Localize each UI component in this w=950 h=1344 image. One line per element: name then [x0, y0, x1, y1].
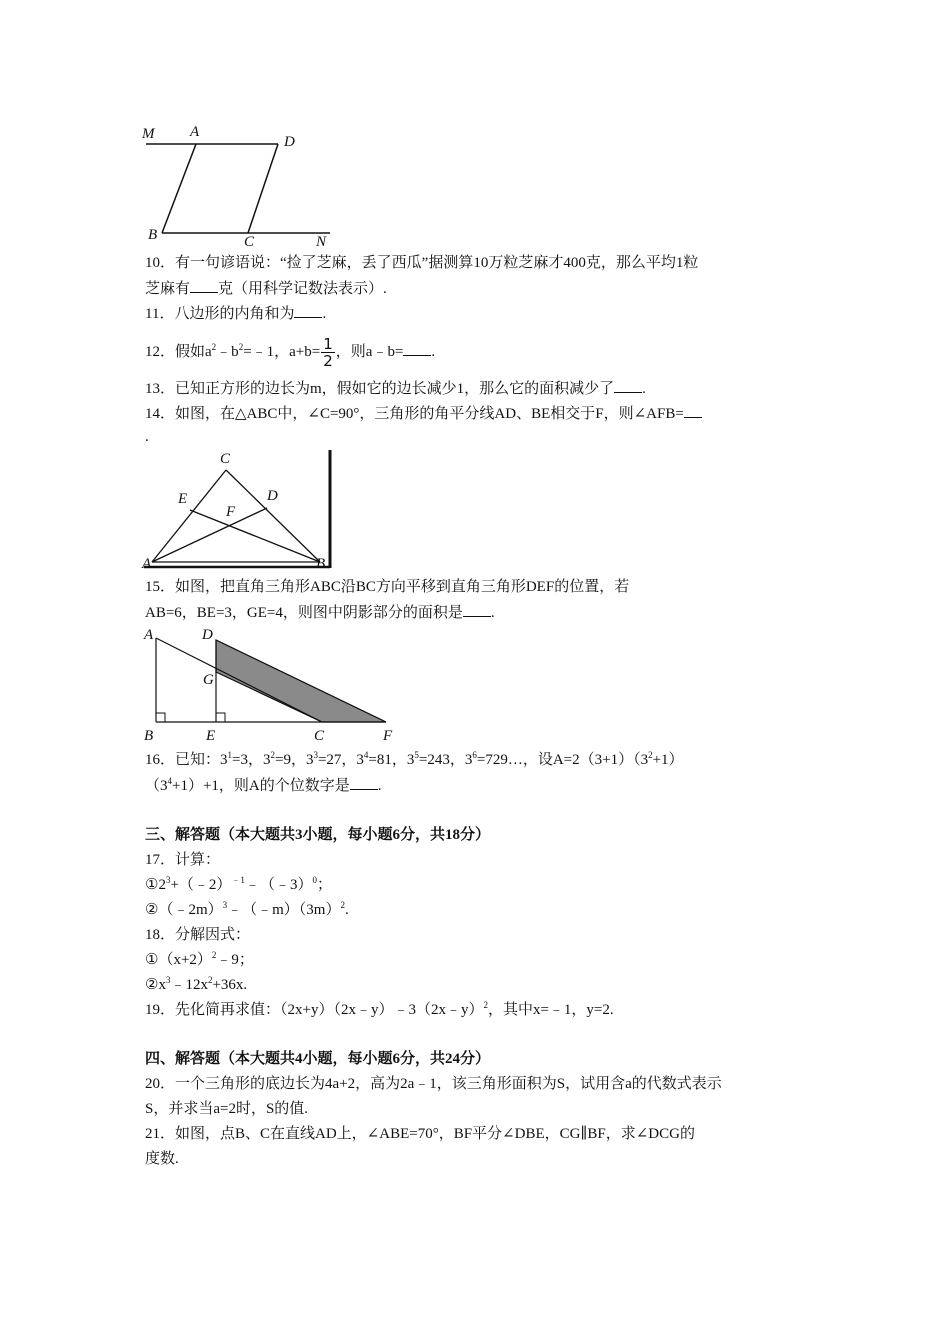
question-17-part-1: $①2^3+(﹣2)^{﹣1}﹣(﹣3)^0$； — [145, 875, 332, 893]
label-a: A — [144, 627, 154, 643]
question-12: 12．假如$a^2﹣b^2=﹣1$，a+b= $\frac{1}{2}$ ，则a﹣b= . — [145, 335, 436, 370]
label-a: A — [190, 124, 200, 140]
label-a: A — [142, 556, 152, 570]
label-d: D — [202, 627, 213, 643]
question-15-line-2: AB=6，BE=3，GE=4，则图中阴影部分的面积是 . — [145, 602, 495, 623]
fraction-one-half: $\frac{1}{2}$ — [323, 335, 333, 370]
question-16-line-1: 16．已知：$3^1=3$，$3^2=9$，$3^3=27$，$3^4=81$，$3^5=243$，$3^6=729\dots$，设$A=2(3+1)(3^2+1)$ — [145, 750, 684, 768]
label-b: B — [148, 227, 158, 243]
right-angle-mark-e — [216, 713, 225, 722]
section-3-heading: 三、解答题（本大题共3小题，每小题6分，共18分） — [145, 827, 491, 843]
label-g: G — [203, 672, 214, 688]
figure-triangle-bisectors — [140, 446, 340, 570]
question-20-line-1: 20．一个三角形的底边长为4a+2，高为2a﹣1，该三角形面积为S，试用含a的代数式表示 — [145, 1076, 722, 1092]
label-f: F — [226, 504, 236, 520]
bisector-be — [190, 510, 320, 562]
label-b: B — [144, 728, 154, 742]
side-ac — [152, 470, 226, 562]
question-10-line-1: 10．有一句谚语说：“捡了芝麻，丢了西瓜”据测算10万粒芝麻才400克，那么平均1粒 — [145, 255, 699, 271]
right-angle-mark-b — [156, 713, 165, 722]
label-n: N — [316, 234, 327, 250]
answer-blank[interactable] — [463, 602, 491, 617]
label-c: C — [244, 234, 255, 250]
label-c: C — [314, 728, 325, 742]
label-e: E — [178, 491, 188, 507]
section-4-heading: 四、解答题（本大题共4小题，每小题6分，共24分） — [145, 1051, 491, 1067]
answer-blank[interactable] — [350, 775, 378, 790]
question-14-line-2: . — [145, 429, 149, 445]
question-17-part-2: $②(﹣2m)^3﹣(﹣m)(3m)^2$. — [145, 900, 349, 918]
answer-blank[interactable] — [684, 403, 702, 418]
bisector-ad — [152, 508, 267, 562]
label-b: B — [316, 556, 326, 570]
question-19: 19．先化简再求值：（2x+y）（2x﹣y）﹣3（2x﹣y）$^2$，其中x=﹣1，y=2. — [145, 1000, 614, 1018]
side-cb — [226, 470, 320, 562]
label-c: C — [220, 451, 231, 467]
answer-blank[interactable] — [403, 341, 431, 356]
answer-blank[interactable] — [294, 303, 322, 318]
question-15-line-1: 15．如图，把直角三角形ABC沿BC方向平移到直角三角形DEF的位置，若 — [145, 579, 630, 595]
question-21-line-2: 度数. — [145, 1151, 179, 1167]
question-14-line-1: 14．如图，在△ABC中，∠C=90°，三角形的角平分线AD、BE相交于F，则∠AFB= — [145, 403, 702, 424]
question-16-line-2: $(3^4+1)+1$，则A的个位数字是 . — [145, 776, 382, 794]
segment-dc — [248, 144, 278, 233]
question-18-part-2: $②x^3﹣12x^2+36x$. — [145, 975, 248, 993]
question-21-line-1: 21．如图，点B、C在直线AD上，∠ABE=70°，BF平分∠DBE，CG∥BF，求∠DCG的 — [145, 1126, 695, 1142]
answer-blank[interactable] — [614, 378, 642, 393]
figure-parallelogram — [140, 122, 340, 250]
question-20-line-2: S，并求当a=2时，S的值. — [145, 1101, 309, 1117]
question-18-part-1: $①(x+2)^2﹣9$； — [145, 950, 254, 968]
label-f: F — [383, 728, 393, 742]
question-13: 13．已知正方形的边长为m，假如它的边长减少1，那么它的面积减少了 . — [145, 378, 646, 399]
question-11: 11．八边形的内角和为 . — [145, 303, 326, 324]
question-18-title: 18．分解因式： — [145, 927, 251, 943]
question-17-title: 17．计算： — [145, 852, 221, 868]
label-d: D — [267, 488, 278, 504]
question-10-line-2: 芝麻有 克（用科学记数法表示）. — [145, 278, 387, 299]
label-e: E — [206, 728, 216, 742]
figure-translated-triangles — [140, 624, 400, 742]
label-m: M — [142, 126, 155, 142]
answer-blank[interactable] — [190, 278, 218, 293]
segment-ab — [162, 144, 196, 233]
label-d: D — [284, 134, 295, 150]
